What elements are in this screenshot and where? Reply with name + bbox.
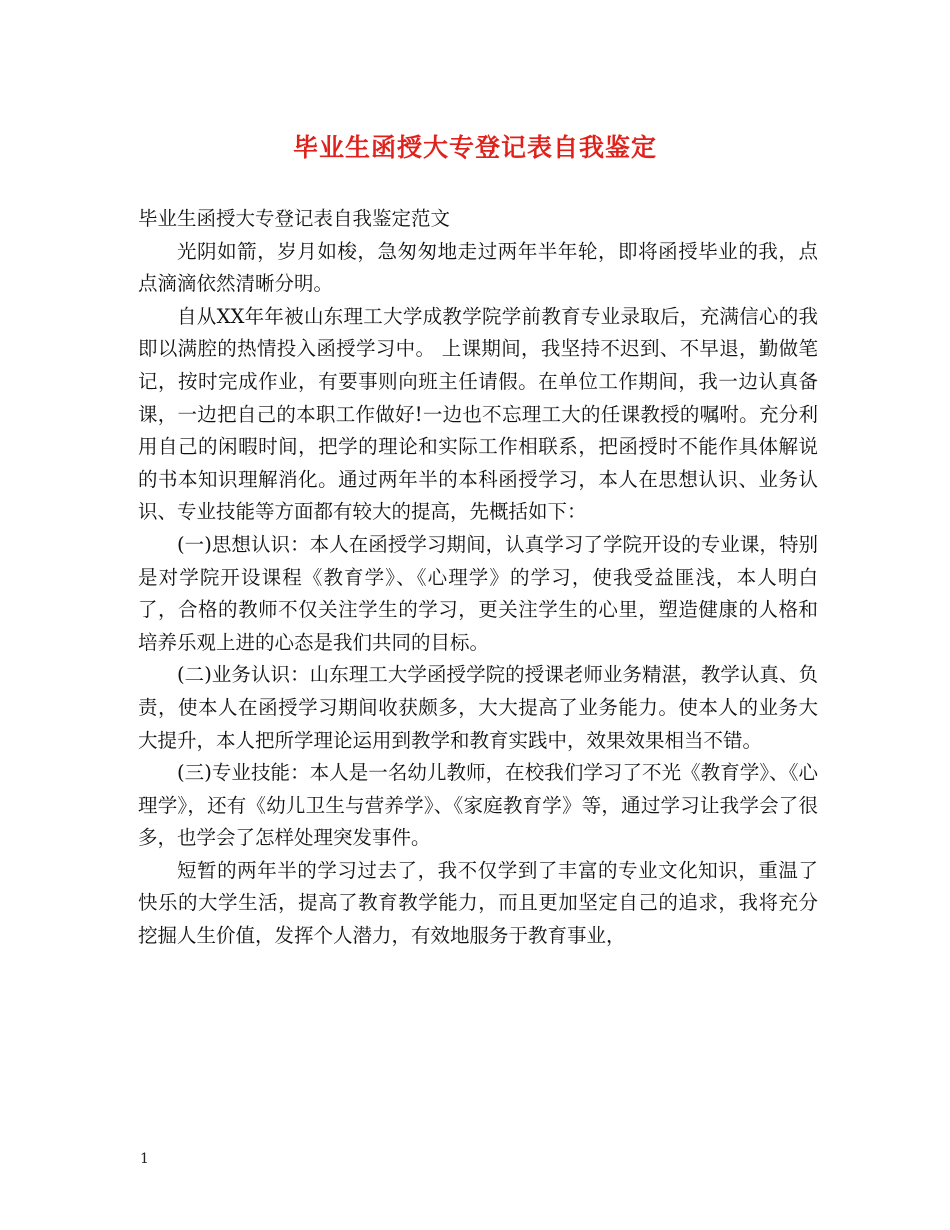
paragraph-conclusion: 短暂的两年半的学习过去了，我不仅学到了丰富的专业文化知识，重温了快乐的大学生活，提高了教育教学能力，而且更加坚定自己的追求，我将充分挖掘人生价值，发挥个人潜力，有效地服务于教育事业， [138, 858, 818, 948]
paragraph-professional-skills: (三)专业技能：本人是一名幼儿教师，在校我们学习了不光《教育学》、《心理学》，还有《幼儿卫生与营养学》、《家庭教育学》等，通过学习让我学会了很多，也学会了怎样处理突发事件。 [138, 761, 818, 850]
paragraph-professional-awareness: (二)业务认识：山东理工大学函授学院的授课老师业务精湛，教学认真、负责，使本人在函授学习期间收获颇多，大大提高了业务能力。使本人的业务大大提升，本人把所学理论运用到教学和教育实践中，效果效果相当不错。 [138, 663, 818, 752]
paragraph-ideological-awareness: (一)思想认识：本人在函授学习期间，认真学习了学院开设的专业课，特别是对学院开设课程《教育学》、《心理学》的学习，使我受益匪浅，本人明白了，合格的教师不仅关注学生的学习，更关注学生的心里，塑造健康的人格和培养乐观上进的心态是我们共同的目标。 [138, 532, 818, 654]
document-title: 毕业生函授大专登记表自我鉴定 [292, 133, 657, 162]
document-body [138, 203, 818, 953]
paragraph-intro: 光阴如箭，岁月如梭，急匆匆地走过两年半年轮，即将函授毕业的我，点点滴滴依然清晰分明。 [138, 239, 818, 296]
paragraph-study-overview: 自从XX年年被山东理工大学成教学院学前教育专业录取后，充满信心的我即以满腔的热情投入函授学习中。 上课期间，我坚持不迟到、不早退，勤做笔记，按时完成作业，有要事则向班主任请假。在单位工作期间，我一边认真备课，一边把自己的本职工作做好!一边也不忘理工大的任课教授的嘱咐。充分利用自己的闲暇时间，把学的理论和实际工作相联系，把函授时不能作具体解说的书本知识理解消化。通过两年半的本科函授学习，本人在思想认识、业务认识、专业技能等方面都有较大的提高，先概括如下： [138, 304, 818, 524]
document-subtitle: 毕业生函授大专登记表自我鉴定范文 [138, 207, 451, 230]
page-number: 1 [140, 1151, 149, 1167]
